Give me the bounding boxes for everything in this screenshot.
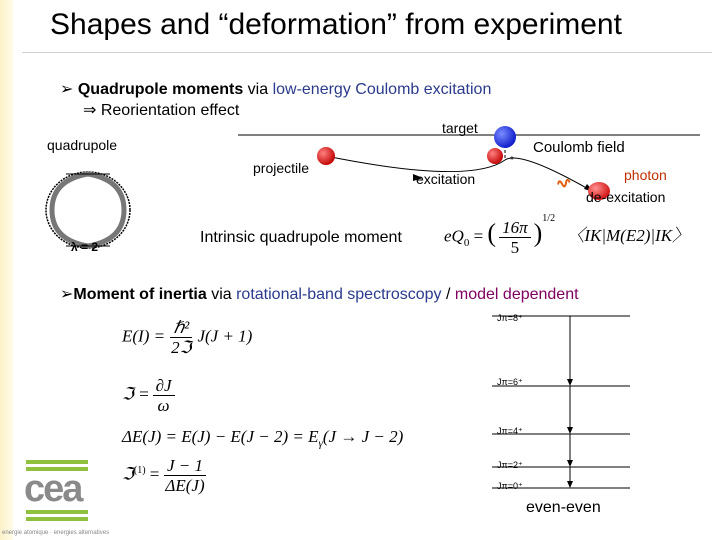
q0-frac-num: 16π [499,218,531,238]
eq1-den: 2ℑ [171,338,192,357]
eq2-lhs: ℑ = [122,384,150,404]
quadrupole-sphere [46,172,130,248]
eq4-sup: (1) [133,464,146,476]
intrinsic-quadrupole-label: Intrinsic quadrupole moment [200,229,402,246]
eq2-den: ω [157,396,170,415]
quadrupole-label: quadrupole [47,137,118,153]
arrow-bullet-icon: ➢ [60,286,74,303]
eq1-lhs: E(I) = [122,326,166,346]
q0-equation: $eQ_0$ = ( $\frac{16\pi}{5}$ )$^{1/2}$ 〈IK|M(E2)|IK〉 [444,212,690,257]
reorientation-line: ⇒ Reorientation effect [83,102,240,119]
cea-logo-bars-bottom [26,510,88,524]
q0-eq: = [473,226,484,246]
eq3-tail: (J → J − 2) [322,427,404,446]
bullet2-separator: / [441,286,455,303]
slide-title: Shapes and “deformation” from experiment [50,8,622,41]
bullet1-coulomb-excitation: low-energy Coulomb excitation [272,81,492,98]
bullet2-rotational-band: rotational-band spectroscopy [236,286,442,303]
bullet2-via: via [206,286,237,303]
bullet1-via: via [243,81,273,98]
excited-projectile [487,148,503,164]
q0-matrix-element: 〈IK|M(E2)|IK〉 [567,226,690,246]
level-label-4: Jπ=4⁺ [497,426,523,436]
bullet1-bold: Quadrupole moments [77,81,244,98]
level-label-6: Jπ=6⁺ [497,377,523,387]
eq4-lhs: ℑ [122,464,134,484]
delta-energy-equation [122,427,403,449]
target-nucleus [494,126,516,148]
q0-frac-den: 5 [510,238,520,257]
left-decor-bar [0,0,13,540]
eq2-num: ∂J [153,376,175,396]
level-label-2: Jπ=2⁺ [497,460,523,470]
photon-label: photon [624,167,667,183]
target-label: target [442,120,478,136]
bullet2-bold: Moment of inertia [73,286,207,303]
projectile-label: projectile [253,160,310,176]
eq4-eq: = [149,464,160,484]
eq4-num: J − 1 [164,456,206,476]
eq3-sub: γ [318,437,323,450]
projectile-nucleus [317,147,335,165]
lambda-label: λ = 2 [71,240,99,254]
kinematic-inertia-equation [122,456,211,495]
photon-wave [558,179,571,187]
eq3-text: ΔE(J) = E(J) − E(J − 2) = E [122,427,319,446]
inertia-equation [122,376,178,415]
even-even-label: even-even [526,499,601,516]
level-label-0: Jπ=0⁺ [497,481,523,491]
q0-lhs: eQ [444,226,464,246]
eq4-den: ΔE(J) [165,476,205,495]
bullet-moment-of-inertia [60,284,579,304]
q0-exponent: 1/2 [542,212,556,224]
excitation-label: excitation [416,171,476,187]
level-label-8: Jπ=8⁺ [497,313,523,323]
eq1-rhs: J(J + 1) [197,326,253,346]
cea-logo: cea [24,468,82,510]
q0-sub: 0 [463,236,470,249]
arrow-bullet-icon: ➢ [60,81,74,98]
bullet2-model-dependent: model dependent [454,286,579,303]
deexcitation-label: de-excitation [586,189,666,205]
eq1-num: ℏ² [170,318,192,338]
excited-state-star: * [510,155,514,166]
bullet-quadrupole-moments [60,79,491,99]
coulomb-field-label: Coulomb field [533,139,625,156]
quadrupole-shape [52,174,124,246]
cea-footer-text: energie atomique · energies alternatives [2,530,110,536]
title-divider [22,52,712,53]
energy-equation [122,318,252,357]
